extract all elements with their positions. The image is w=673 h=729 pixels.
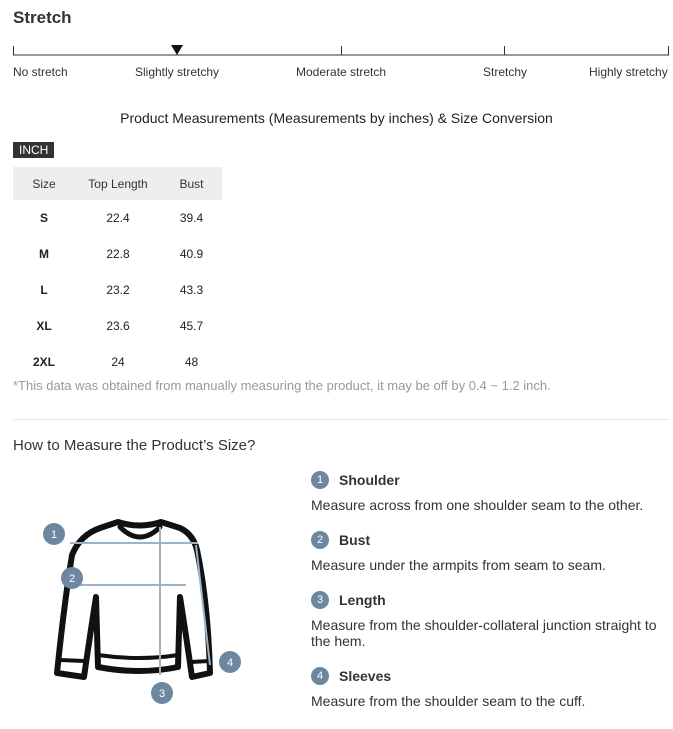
stretch-label-no-stretch: No stretch [13, 65, 68, 79]
size-cell: XL [36, 319, 52, 333]
column-header-top-length: Top Length [75, 167, 161, 200]
table-row [13, 236, 222, 272]
page-title: Stretch [13, 8, 72, 27]
stretch-label-slightly-stretchy: Slightly stretchy [135, 65, 220, 79]
table-header-row [13, 167, 222, 200]
step-title: Length [339, 592, 386, 608]
size-cell: M [39, 247, 49, 261]
divider [13, 419, 669, 420]
stretch-label-moderate-stretch: Moderate stretch [296, 65, 387, 79]
size-cell: S [39, 211, 48, 225]
size-cell: L [40, 283, 48, 297]
table-row [13, 344, 222, 380]
marker-3-label: 3 [158, 688, 166, 700]
stretch-indicator-icon [171, 45, 183, 55]
step-title: Bust [339, 532, 371, 548]
step-number-badge: 4 [311, 667, 329, 685]
column-header-size: Size [13, 167, 75, 200]
bust-cell: 48 [184, 355, 199, 369]
step-number-badge: 3 [311, 591, 329, 609]
stretch-scale [13, 44, 669, 56]
top-length-cell: 22.8 [106, 247, 130, 261]
step-title: Sleeves [339, 668, 392, 684]
top-length-cell: 22.4 [106, 211, 130, 225]
step-description: Measure across from one shoulder seam to the other. [311, 497, 644, 513]
table-row [13, 200, 222, 236]
top-length-cell: 24 [111, 355, 125, 369]
step-description: Measure from the shoulder seam to the cuff. [311, 693, 586, 709]
sweater-diagram [40, 515, 250, 710]
size-table [13, 167, 222, 380]
step-number-badge: 1 [311, 471, 329, 489]
step-description: Measure under the armpits from seam to seam. [311, 557, 606, 573]
sweater-icon [57, 522, 210, 677]
top-length-cell: 23.2 [106, 283, 130, 297]
marker-2-label: 2 [68, 573, 76, 585]
measure-step-sleeves [311, 667, 671, 709]
measure-step-length [311, 591, 671, 649]
unit-badge: INCH [13, 142, 54, 158]
table-row [13, 272, 222, 308]
measurement-note: *This data was obtained from manually measuring the product, it may be off by 0.4 ~ 1.2 inch. [13, 378, 551, 393]
measurements-heading: Product Measurements (Measurements by inches) & Size Conversion [120, 110, 553, 126]
measure-step-shoulder [311, 471, 671, 513]
bust-cell: 45.7 [179, 319, 204, 333]
table-row [13, 308, 222, 344]
stretch-label-stretchy: Stretchy [483, 65, 528, 79]
column-header-bust: Bust [161, 167, 222, 200]
how-to-measure-title: How to Measure the Product’s Size? [13, 437, 256, 454]
bust-cell: 40.9 [179, 247, 204, 261]
marker-1-label: 1 [50, 529, 58, 541]
step-description: Measure from the shoulder-collateral junction straight to the hem. [311, 617, 657, 649]
bust-cell: 39.4 [179, 211, 204, 225]
size-cell: 2XL [32, 355, 55, 369]
step-title: Shoulder [339, 472, 400, 488]
marker-4-label: 4 [226, 657, 234, 669]
top-length-cell: 23.6 [106, 319, 130, 333]
bust-cell: 43.3 [179, 283, 204, 297]
measure-step-bust [311, 531, 671, 573]
stretch-label-highly-stretchy: Highly stretchy [589, 65, 668, 79]
step-number-badge: 2 [311, 531, 329, 549]
